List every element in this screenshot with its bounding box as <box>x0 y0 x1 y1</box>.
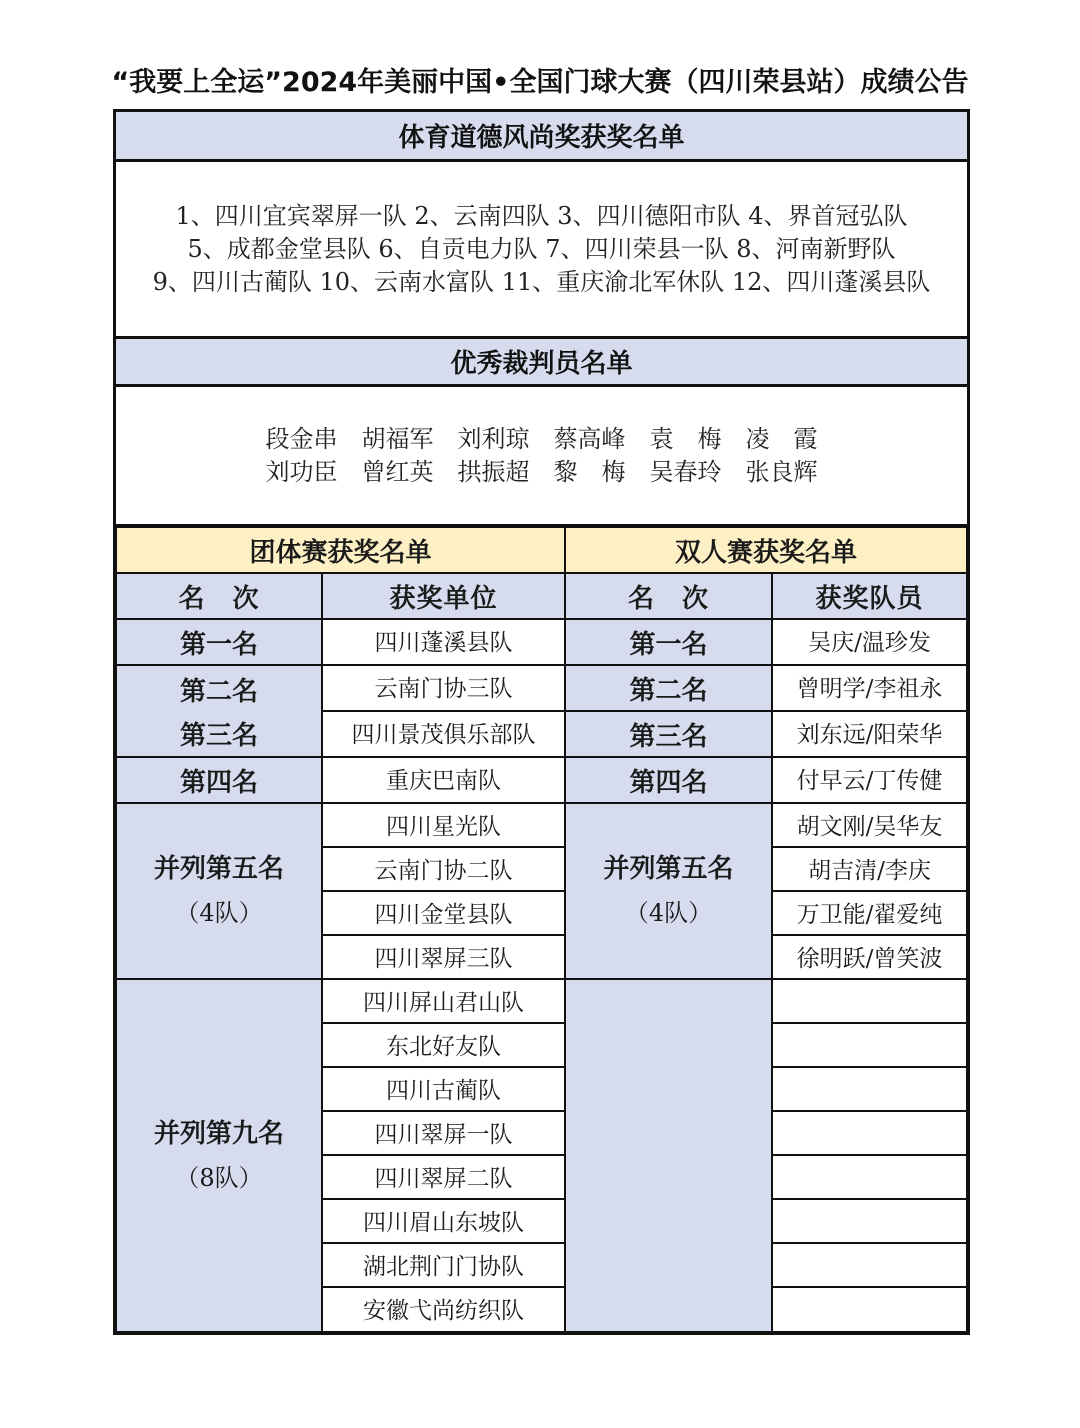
team-rank-9-label: 并列第九名 <box>153 1118 284 1149</box>
team-rank-2-3 <box>116 665 322 757</box>
pairs-col-rank: 名 次 <box>565 573 772 619</box>
pairs-empty-cell <box>772 1287 967 1332</box>
pairs-rank-3: 第三名 <box>565 711 772 757</box>
sportsmanship-line: 1、四川宜宾翠屏一队 2、云南四队 3、四川德阳市队 4、界首冠弘队 <box>175 202 908 230</box>
pairs-player: 曾明学/李祖永 <box>772 665 967 711</box>
team-unit: 重庆巴南队 <box>322 757 565 803</box>
team-unit: 安徽弋尚纺织队 <box>322 1287 565 1332</box>
pairs-empty-cell <box>772 1243 967 1287</box>
team-unit: 四川翠屏一队 <box>322 1111 565 1155</box>
team-unit: 四川翠屏二队 <box>322 1155 565 1199</box>
pairs-empty-cell <box>772 1199 967 1243</box>
pairs-empty-cell <box>772 1111 967 1155</box>
pairs-empty-cell <box>772 1067 967 1111</box>
pairs-player: 万卫能/翟爱纯 <box>772 891 967 935</box>
team-unit: 四川翠屏三队 <box>322 935 565 979</box>
referee-line: 段金串 胡福军 刘利琼 蔡高峰 袁 梅 凌 霞 <box>265 425 818 453</box>
team-rank-4: 第四名 <box>116 757 322 803</box>
team-heading: 团体赛获奖名单 <box>116 527 565 573</box>
pairs-player: 胡文刚/吴华友 <box>772 803 967 847</box>
team-rank-5-label: 并列第五名 <box>153 854 284 884</box>
pairs-rank-5-count: （4队） <box>624 899 713 927</box>
page-title: “我要上全运”2024年美丽中国•全国门球大赛（四川荣县站）成绩公告 <box>111 67 969 98</box>
team-unit: 东北好友队 <box>322 1023 565 1067</box>
team-unit: 湖北荆门门协队 <box>322 1243 565 1287</box>
referees-heading: 优秀裁判员名单 <box>116 339 967 385</box>
pairs-player: 胡吉清/李庆 <box>772 847 967 891</box>
team-rank-9 <box>116 979 322 1332</box>
sportsmanship-line: 5、成都金堂县队 6、自贡电力队 7、四川荣县一队 8、河南新野队 <box>187 235 896 263</box>
pairs-col-players: 获奖队员 <box>772 573 967 619</box>
pairs-player: 吴庆/温珍发 <box>772 619 967 665</box>
team-unit: 云南门协二队 <box>322 847 565 891</box>
pairs-rank-5-label: 并列第五名 <box>603 854 734 884</box>
pairs-rank-1: 第一名 <box>565 619 772 665</box>
sportsmanship-list <box>116 200 967 299</box>
team-unit: 四川蓬溪县队 <box>322 619 565 665</box>
pairs-rank-2: 第二名 <box>565 665 772 711</box>
team-rank-9-count: （8队） <box>175 1163 263 1192</box>
pairs-empty-rank <box>565 979 772 1332</box>
team-col-unit: 获奖单位 <box>322 573 565 619</box>
pairs-rank-5 <box>565 803 772 979</box>
pairs-heading: 双人赛获奖名单 <box>565 527 967 573</box>
team-rank-3: 第三名 <box>179 721 258 751</box>
team-unit: 四川金堂县队 <box>322 891 565 935</box>
team-rank-5-count: （4队） <box>175 899 263 927</box>
pairs-empty-cell <box>772 979 967 1023</box>
divider <box>116 159 967 162</box>
referees-list <box>116 423 967 489</box>
pairs-player: 刘东远/阳荣华 <box>772 711 967 757</box>
team-rank-5 <box>116 803 322 979</box>
pairs-player: 徐明跃/曾笑波 <box>772 935 967 979</box>
team-unit: 四川星光队 <box>322 803 565 847</box>
team-unit: 四川眉山东坡队 <box>322 1199 565 1243</box>
referee-line: 刘功臣 曾红英 拱振超 黎 梅 吴春玲 张良辉 <box>265 458 818 486</box>
divider <box>116 384 967 387</box>
team-rank-1: 第一名 <box>116 619 322 665</box>
team-unit: 四川屏山君山队 <box>322 979 565 1023</box>
pairs-player: 付早云/丁传健 <box>772 757 967 803</box>
team-rank-2: 第二名 <box>179 677 258 707</box>
team-unit: 四川景茂俱乐部队 <box>322 711 565 757</box>
pairs-empty-cell <box>772 1155 967 1199</box>
team-col-rank: 名 次 <box>116 573 322 619</box>
team-unit: 四川古蔺队 <box>322 1067 565 1111</box>
sportsmanship-heading: 体育道德风尚奖获奖名单 <box>116 112 967 160</box>
pairs-empty-cell <box>772 1023 967 1067</box>
team-unit: 云南门协三队 <box>322 665 565 711</box>
pairs-rank-4: 第四名 <box>565 757 772 803</box>
results-table <box>113 109 970 1335</box>
sportsmanship-line: 9、四川古蔺队 10、云南水富队 11、重庆渝北军休队 12、四川蓬溪县队 <box>152 268 931 296</box>
